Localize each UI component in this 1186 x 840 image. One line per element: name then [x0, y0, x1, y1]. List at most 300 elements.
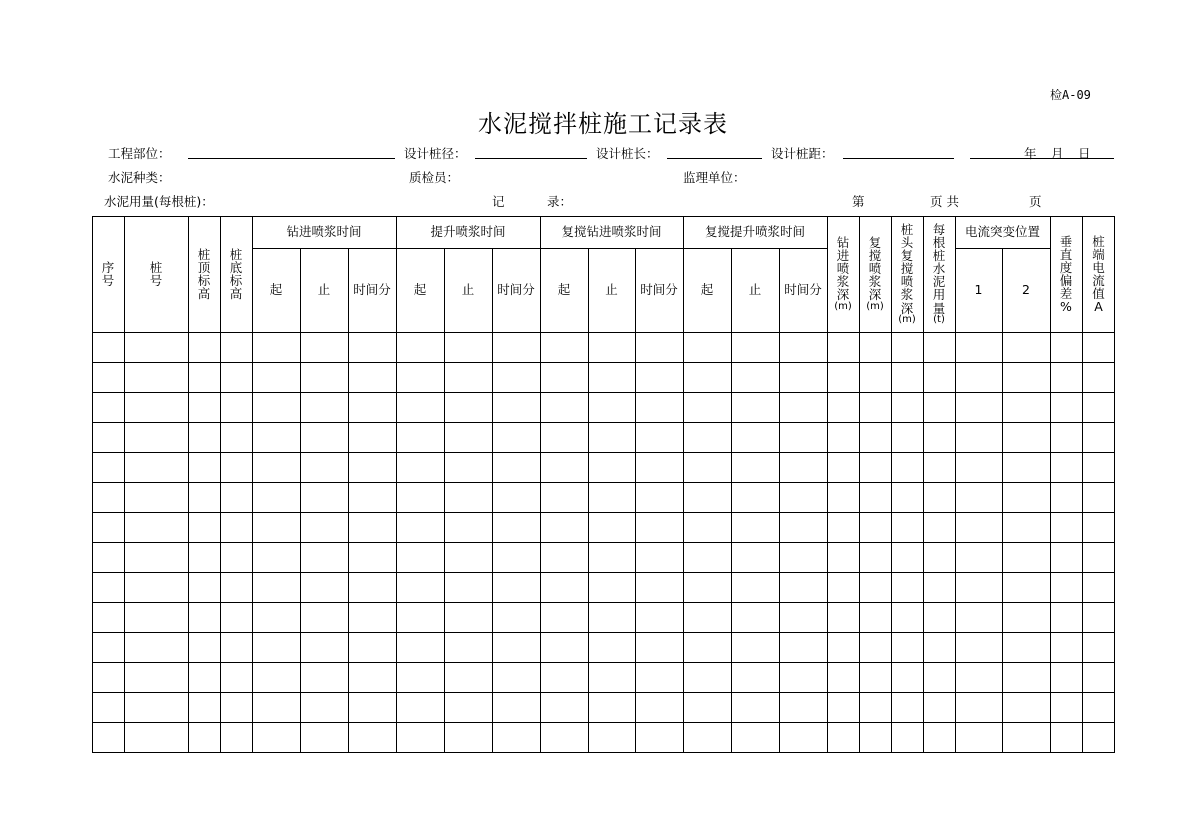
table-cell[interactable] [444, 512, 492, 542]
table-cell[interactable] [1082, 482, 1115, 512]
table-cell[interactable] [348, 692, 396, 722]
table-cell[interactable] [588, 692, 635, 722]
table-cell[interactable] [588, 602, 635, 632]
table-cell[interactable] [1050, 362, 1082, 392]
table-cell[interactable] [540, 722, 588, 752]
table-cell[interactable] [683, 692, 731, 722]
table-cell[interactable] [396, 602, 444, 632]
table-cell[interactable] [492, 572, 540, 602]
table-cell[interactable] [827, 602, 859, 632]
table-cell[interactable] [92, 692, 124, 722]
table-cell[interactable] [891, 632, 923, 662]
table-cell[interactable] [955, 482, 1002, 512]
table-cell[interactable] [444, 542, 492, 572]
table-cell[interactable] [1082, 722, 1115, 752]
table-cell[interactable] [859, 692, 891, 722]
design-spacing-field[interactable] [843, 158, 954, 159]
table-cell[interactable] [955, 392, 1002, 422]
table-cell[interactable] [779, 572, 827, 602]
table-cell[interactable] [588, 662, 635, 692]
table-cell[interactable] [1082, 572, 1115, 602]
table-cell[interactable] [1082, 632, 1115, 662]
table-cell[interactable] [635, 362, 683, 392]
project-part-field[interactable] [188, 158, 395, 159]
table-cell[interactable] [1002, 362, 1050, 392]
table-cell[interactable] [188, 392, 220, 422]
table-cell[interactable] [779, 482, 827, 512]
table-cell[interactable] [300, 692, 348, 722]
table-cell[interactable] [588, 722, 635, 752]
table-cell[interactable] [492, 662, 540, 692]
table-cell[interactable] [220, 632, 252, 662]
table-cell[interactable] [923, 512, 955, 542]
table-cell[interactable] [492, 722, 540, 752]
table-cell[interactable] [827, 662, 859, 692]
table-cell[interactable] [955, 422, 1002, 452]
table-cell[interactable] [923, 452, 955, 482]
table-cell[interactable] [588, 422, 635, 452]
table-cell[interactable] [588, 332, 635, 362]
table-cell[interactable] [827, 452, 859, 482]
table-cell[interactable] [683, 722, 731, 752]
table-cell[interactable] [635, 662, 683, 692]
table-cell[interactable] [444, 422, 492, 452]
table-cell[interactable] [859, 512, 891, 542]
table-cell[interactable] [396, 662, 444, 692]
table-cell[interactable] [220, 392, 252, 422]
table-cell[interactable] [348, 482, 396, 512]
table-cell[interactable] [955, 362, 1002, 392]
table-cell[interactable] [827, 362, 859, 392]
table-cell[interactable] [827, 512, 859, 542]
table-cell[interactable] [779, 422, 827, 452]
table-cell[interactable] [252, 452, 300, 482]
table-cell[interactable] [955, 722, 1002, 752]
table-cell[interactable] [444, 572, 492, 602]
table-cell[interactable] [955, 332, 1002, 362]
table-cell[interactable] [891, 332, 923, 362]
table-cell[interactable] [348, 362, 396, 392]
table-cell[interactable] [252, 632, 300, 662]
table-cell[interactable] [1050, 422, 1082, 452]
table-cell[interactable] [220, 482, 252, 512]
table-cell[interactable] [1002, 332, 1050, 362]
table-cell[interactable] [252, 722, 300, 752]
table-cell[interactable] [492, 512, 540, 542]
table-cell[interactable] [859, 662, 891, 692]
table-cell[interactable] [683, 572, 731, 602]
table-cell[interactable] [444, 392, 492, 422]
table-cell[interactable] [92, 332, 124, 362]
table-cell[interactable] [444, 602, 492, 632]
table-cell[interactable] [731, 632, 779, 662]
table-cell[interactable] [444, 362, 492, 392]
table-cell[interactable] [348, 602, 396, 632]
table-cell[interactable] [588, 572, 635, 602]
table-cell[interactable] [923, 392, 955, 422]
table-cell[interactable] [859, 542, 891, 572]
table-cell[interactable] [731, 332, 779, 362]
table-cell[interactable] [588, 542, 635, 572]
table-cell[interactable] [635, 422, 683, 452]
table-cell[interactable] [1002, 482, 1050, 512]
table-cell[interactable] [540, 512, 588, 542]
table-cell[interactable] [188, 482, 220, 512]
table-cell[interactable] [827, 692, 859, 722]
table-cell[interactable] [827, 482, 859, 512]
table-cell[interactable] [635, 482, 683, 512]
table-cell[interactable] [348, 452, 396, 482]
table-cell[interactable] [92, 662, 124, 692]
table-cell[interactable] [588, 632, 635, 662]
table-cell[interactable] [300, 602, 348, 632]
table-cell[interactable] [220, 422, 252, 452]
table-cell[interactable] [540, 362, 588, 392]
table-cell[interactable] [124, 662, 188, 692]
table-cell[interactable] [252, 422, 300, 452]
table-cell[interactable] [252, 662, 300, 692]
table-cell[interactable] [540, 692, 588, 722]
table-cell[interactable] [955, 692, 1002, 722]
table-cell[interactable] [955, 602, 1002, 632]
table-cell[interactable] [300, 512, 348, 542]
table-cell[interactable] [92, 452, 124, 482]
table-cell[interactable] [300, 452, 348, 482]
table-cell[interactable] [124, 422, 188, 452]
table-cell[interactable] [635, 542, 683, 572]
table-cell[interactable] [923, 542, 955, 572]
table-cell[interactable] [955, 572, 1002, 602]
table-cell[interactable] [220, 662, 252, 692]
table-cell[interactable] [588, 482, 635, 512]
table-cell[interactable] [188, 362, 220, 392]
table-cell[interactable] [859, 422, 891, 452]
table-cell[interactable] [588, 452, 635, 482]
table-cell[interactable] [124, 572, 188, 602]
table-cell[interactable] [124, 332, 188, 362]
table-cell[interactable] [779, 632, 827, 662]
table-cell[interactable] [731, 722, 779, 752]
table-cell[interactable] [1050, 632, 1082, 662]
table-cell[interactable] [124, 632, 188, 662]
table-cell[interactable] [923, 422, 955, 452]
date-field[interactable] [970, 158, 1114, 159]
table-cell[interactable] [300, 722, 348, 752]
table-cell[interactable] [1082, 362, 1115, 392]
table-cell[interactable] [859, 722, 891, 752]
table-cell[interactable] [859, 332, 891, 362]
table-cell[interactable] [955, 452, 1002, 482]
table-cell[interactable] [220, 332, 252, 362]
table-cell[interactable] [188, 692, 220, 722]
table-cell[interactable] [859, 362, 891, 392]
table-cell[interactable] [859, 392, 891, 422]
table-cell[interactable] [731, 452, 779, 482]
table-cell[interactable] [92, 482, 124, 512]
table-cell[interactable] [1082, 332, 1115, 362]
table-cell[interactable] [252, 572, 300, 602]
table-cell[interactable] [492, 542, 540, 572]
table-cell[interactable] [859, 632, 891, 662]
table-cell[interactable] [492, 422, 540, 452]
table-cell[interactable] [1082, 512, 1115, 542]
table-cell[interactable] [300, 542, 348, 572]
table-cell[interactable] [1082, 392, 1115, 422]
table-cell[interactable] [635, 692, 683, 722]
table-cell[interactable] [635, 632, 683, 662]
table-cell[interactable] [923, 332, 955, 362]
table-cell[interactable] [588, 512, 635, 542]
table-cell[interactable] [779, 542, 827, 572]
table-cell[interactable] [188, 632, 220, 662]
table-cell[interactable] [731, 422, 779, 452]
table-cell[interactable] [635, 572, 683, 602]
table-cell[interactable] [252, 392, 300, 422]
table-cell[interactable] [492, 362, 540, 392]
table-cell[interactable] [779, 512, 827, 542]
table-cell[interactable] [540, 632, 588, 662]
table-cell[interactable] [348, 662, 396, 692]
table-cell[interactable] [444, 662, 492, 692]
table-cell[interactable] [444, 452, 492, 482]
table-cell[interactable] [220, 602, 252, 632]
table-cell[interactable] [683, 332, 731, 362]
table-cell[interactable] [492, 392, 540, 422]
table-cell[interactable] [923, 572, 955, 602]
table-cell[interactable] [891, 572, 923, 602]
table-cell[interactable] [252, 512, 300, 542]
table-cell[interactable] [1002, 602, 1050, 632]
table-cell[interactable] [348, 572, 396, 602]
table-cell[interactable] [396, 542, 444, 572]
table-cell[interactable] [1082, 422, 1115, 452]
table-cell[interactable] [348, 392, 396, 422]
table-cell[interactable] [859, 602, 891, 632]
table-cell[interactable] [540, 572, 588, 602]
table-cell[interactable] [683, 422, 731, 452]
table-cell[interactable] [1082, 542, 1115, 572]
table-cell[interactable] [396, 692, 444, 722]
table-cell[interactable] [588, 362, 635, 392]
table-cell[interactable] [891, 452, 923, 482]
table-cell[interactable] [683, 392, 731, 422]
table-cell[interactable] [1050, 692, 1082, 722]
table-cell[interactable] [1050, 482, 1082, 512]
table-cell[interactable] [188, 572, 220, 602]
table-cell[interactable] [1050, 332, 1082, 362]
table-cell[interactable] [923, 692, 955, 722]
table-cell[interactable] [444, 332, 492, 362]
table-cell[interactable] [252, 602, 300, 632]
table-cell[interactable] [348, 542, 396, 572]
table-cell[interactable] [1082, 452, 1115, 482]
table-cell[interactable] [540, 542, 588, 572]
table-cell[interactable] [252, 692, 300, 722]
table-cell[interactable] [891, 392, 923, 422]
table-cell[interactable] [540, 422, 588, 452]
table-cell[interactable] [188, 542, 220, 572]
table-cell[interactable] [588, 392, 635, 422]
table-cell[interactable] [348, 332, 396, 362]
table-cell[interactable] [396, 422, 444, 452]
table-cell[interactable] [1002, 452, 1050, 482]
table-cell[interactable] [396, 332, 444, 362]
table-cell[interactable] [92, 512, 124, 542]
table-cell[interactable] [779, 692, 827, 722]
table-cell[interactable] [252, 362, 300, 392]
table-cell[interactable] [731, 692, 779, 722]
table-cell[interactable] [92, 602, 124, 632]
table-cell[interactable] [220, 692, 252, 722]
table-cell[interactable] [300, 362, 348, 392]
table-cell[interactable] [923, 362, 955, 392]
table-cell[interactable] [92, 572, 124, 602]
table-cell[interactable] [300, 332, 348, 362]
table-cell[interactable] [683, 542, 731, 572]
table-cell[interactable] [635, 332, 683, 362]
table-cell[interactable] [300, 572, 348, 602]
table-cell[interactable] [1002, 632, 1050, 662]
table-cell[interactable] [188, 332, 220, 362]
table-cell[interactable] [827, 572, 859, 602]
table-cell[interactable] [1050, 512, 1082, 542]
table-cell[interactable] [827, 392, 859, 422]
table-cell[interactable] [731, 542, 779, 572]
table-cell[interactable] [300, 422, 348, 452]
table-cell[interactable] [540, 392, 588, 422]
table-cell[interactable] [779, 362, 827, 392]
table-cell[interactable] [635, 722, 683, 752]
table-cell[interactable] [891, 692, 923, 722]
table-cell[interactable] [1002, 392, 1050, 422]
table-cell[interactable] [348, 422, 396, 452]
table-cell[interactable] [731, 392, 779, 422]
table-cell[interactable] [300, 632, 348, 662]
table-cell[interactable] [220, 722, 252, 752]
table-cell[interactable] [859, 452, 891, 482]
table-cell[interactable] [492, 602, 540, 632]
table-cell[interactable] [540, 662, 588, 692]
table-cell[interactable] [492, 332, 540, 362]
table-cell[interactable] [1050, 602, 1082, 632]
table-cell[interactable] [891, 362, 923, 392]
table-cell[interactable] [955, 542, 1002, 572]
table-cell[interactable] [396, 362, 444, 392]
table-cell[interactable] [444, 692, 492, 722]
table-cell[interactable] [124, 362, 188, 392]
table-cell[interactable] [635, 512, 683, 542]
table-cell[interactable] [396, 722, 444, 752]
table-cell[interactable] [1002, 722, 1050, 752]
table-cell[interactable] [220, 452, 252, 482]
table-cell[interactable] [779, 392, 827, 422]
table-cell[interactable] [92, 392, 124, 422]
table-cell[interactable] [891, 422, 923, 452]
table-cell[interactable] [859, 572, 891, 602]
table-cell[interactable] [396, 452, 444, 482]
table-cell[interactable] [731, 662, 779, 692]
table-cell[interactable] [220, 572, 252, 602]
table-cell[interactable] [1050, 662, 1082, 692]
table-cell[interactable] [492, 692, 540, 722]
design-length-field[interactable] [667, 158, 762, 159]
table-cell[interactable] [683, 362, 731, 392]
table-cell[interactable] [396, 572, 444, 602]
table-cell[interactable] [220, 542, 252, 572]
table-cell[interactable] [731, 602, 779, 632]
table-cell[interactable] [540, 452, 588, 482]
table-cell[interactable] [540, 482, 588, 512]
table-cell[interactable] [252, 482, 300, 512]
table-cell[interactable] [124, 512, 188, 542]
table-cell[interactable] [1050, 542, 1082, 572]
table-cell[interactable] [92, 632, 124, 662]
table-cell[interactable] [124, 692, 188, 722]
table-cell[interactable] [1050, 572, 1082, 602]
table-cell[interactable] [1050, 452, 1082, 482]
table-cell[interactable] [444, 482, 492, 512]
table-cell[interactable] [348, 512, 396, 542]
table-cell[interactable] [891, 482, 923, 512]
table-cell[interactable] [955, 662, 1002, 692]
table-cell[interactable] [492, 452, 540, 482]
design-diameter-field[interactable] [475, 158, 587, 159]
table-cell[interactable] [1002, 572, 1050, 602]
table-cell[interactable] [827, 422, 859, 452]
table-cell[interactable] [779, 722, 827, 752]
table-cell[interactable] [779, 662, 827, 692]
table-cell[interactable] [300, 662, 348, 692]
table-cell[interactable] [540, 332, 588, 362]
table-cell[interactable] [124, 392, 188, 422]
table-cell[interactable] [635, 392, 683, 422]
table-cell[interactable] [779, 452, 827, 482]
table-cell[interactable] [891, 512, 923, 542]
table-cell[interactable] [683, 632, 731, 662]
table-cell[interactable] [955, 632, 1002, 662]
table-cell[interactable] [124, 482, 188, 512]
table-cell[interactable] [92, 422, 124, 452]
table-cell[interactable] [396, 632, 444, 662]
table-cell[interactable] [1082, 602, 1115, 632]
table-cell[interactable] [396, 482, 444, 512]
table-cell[interactable] [92, 362, 124, 392]
table-cell[interactable] [683, 512, 731, 542]
table-cell[interactable] [92, 722, 124, 752]
table-cell[interactable] [1050, 722, 1082, 752]
table-cell[interactable] [188, 452, 220, 482]
table-cell[interactable] [188, 422, 220, 452]
table-cell[interactable] [124, 452, 188, 482]
table-cell[interactable] [923, 722, 955, 752]
table-cell[interactable] [188, 662, 220, 692]
table-cell[interactable] [923, 632, 955, 662]
table-cell[interactable] [635, 452, 683, 482]
table-cell[interactable] [540, 602, 588, 632]
table-cell[interactable] [300, 392, 348, 422]
table-cell[interactable] [396, 512, 444, 542]
table-cell[interactable] [348, 632, 396, 662]
table-cell[interactable] [492, 482, 540, 512]
table-cell[interactable] [923, 482, 955, 512]
table-cell[interactable] [731, 362, 779, 392]
table-cell[interactable] [124, 542, 188, 572]
table-cell[interactable] [396, 392, 444, 422]
table-cell[interactable] [779, 602, 827, 632]
table-cell[interactable] [1002, 662, 1050, 692]
table-cell[interactable] [1082, 662, 1115, 692]
table-cell[interactable] [683, 602, 731, 632]
